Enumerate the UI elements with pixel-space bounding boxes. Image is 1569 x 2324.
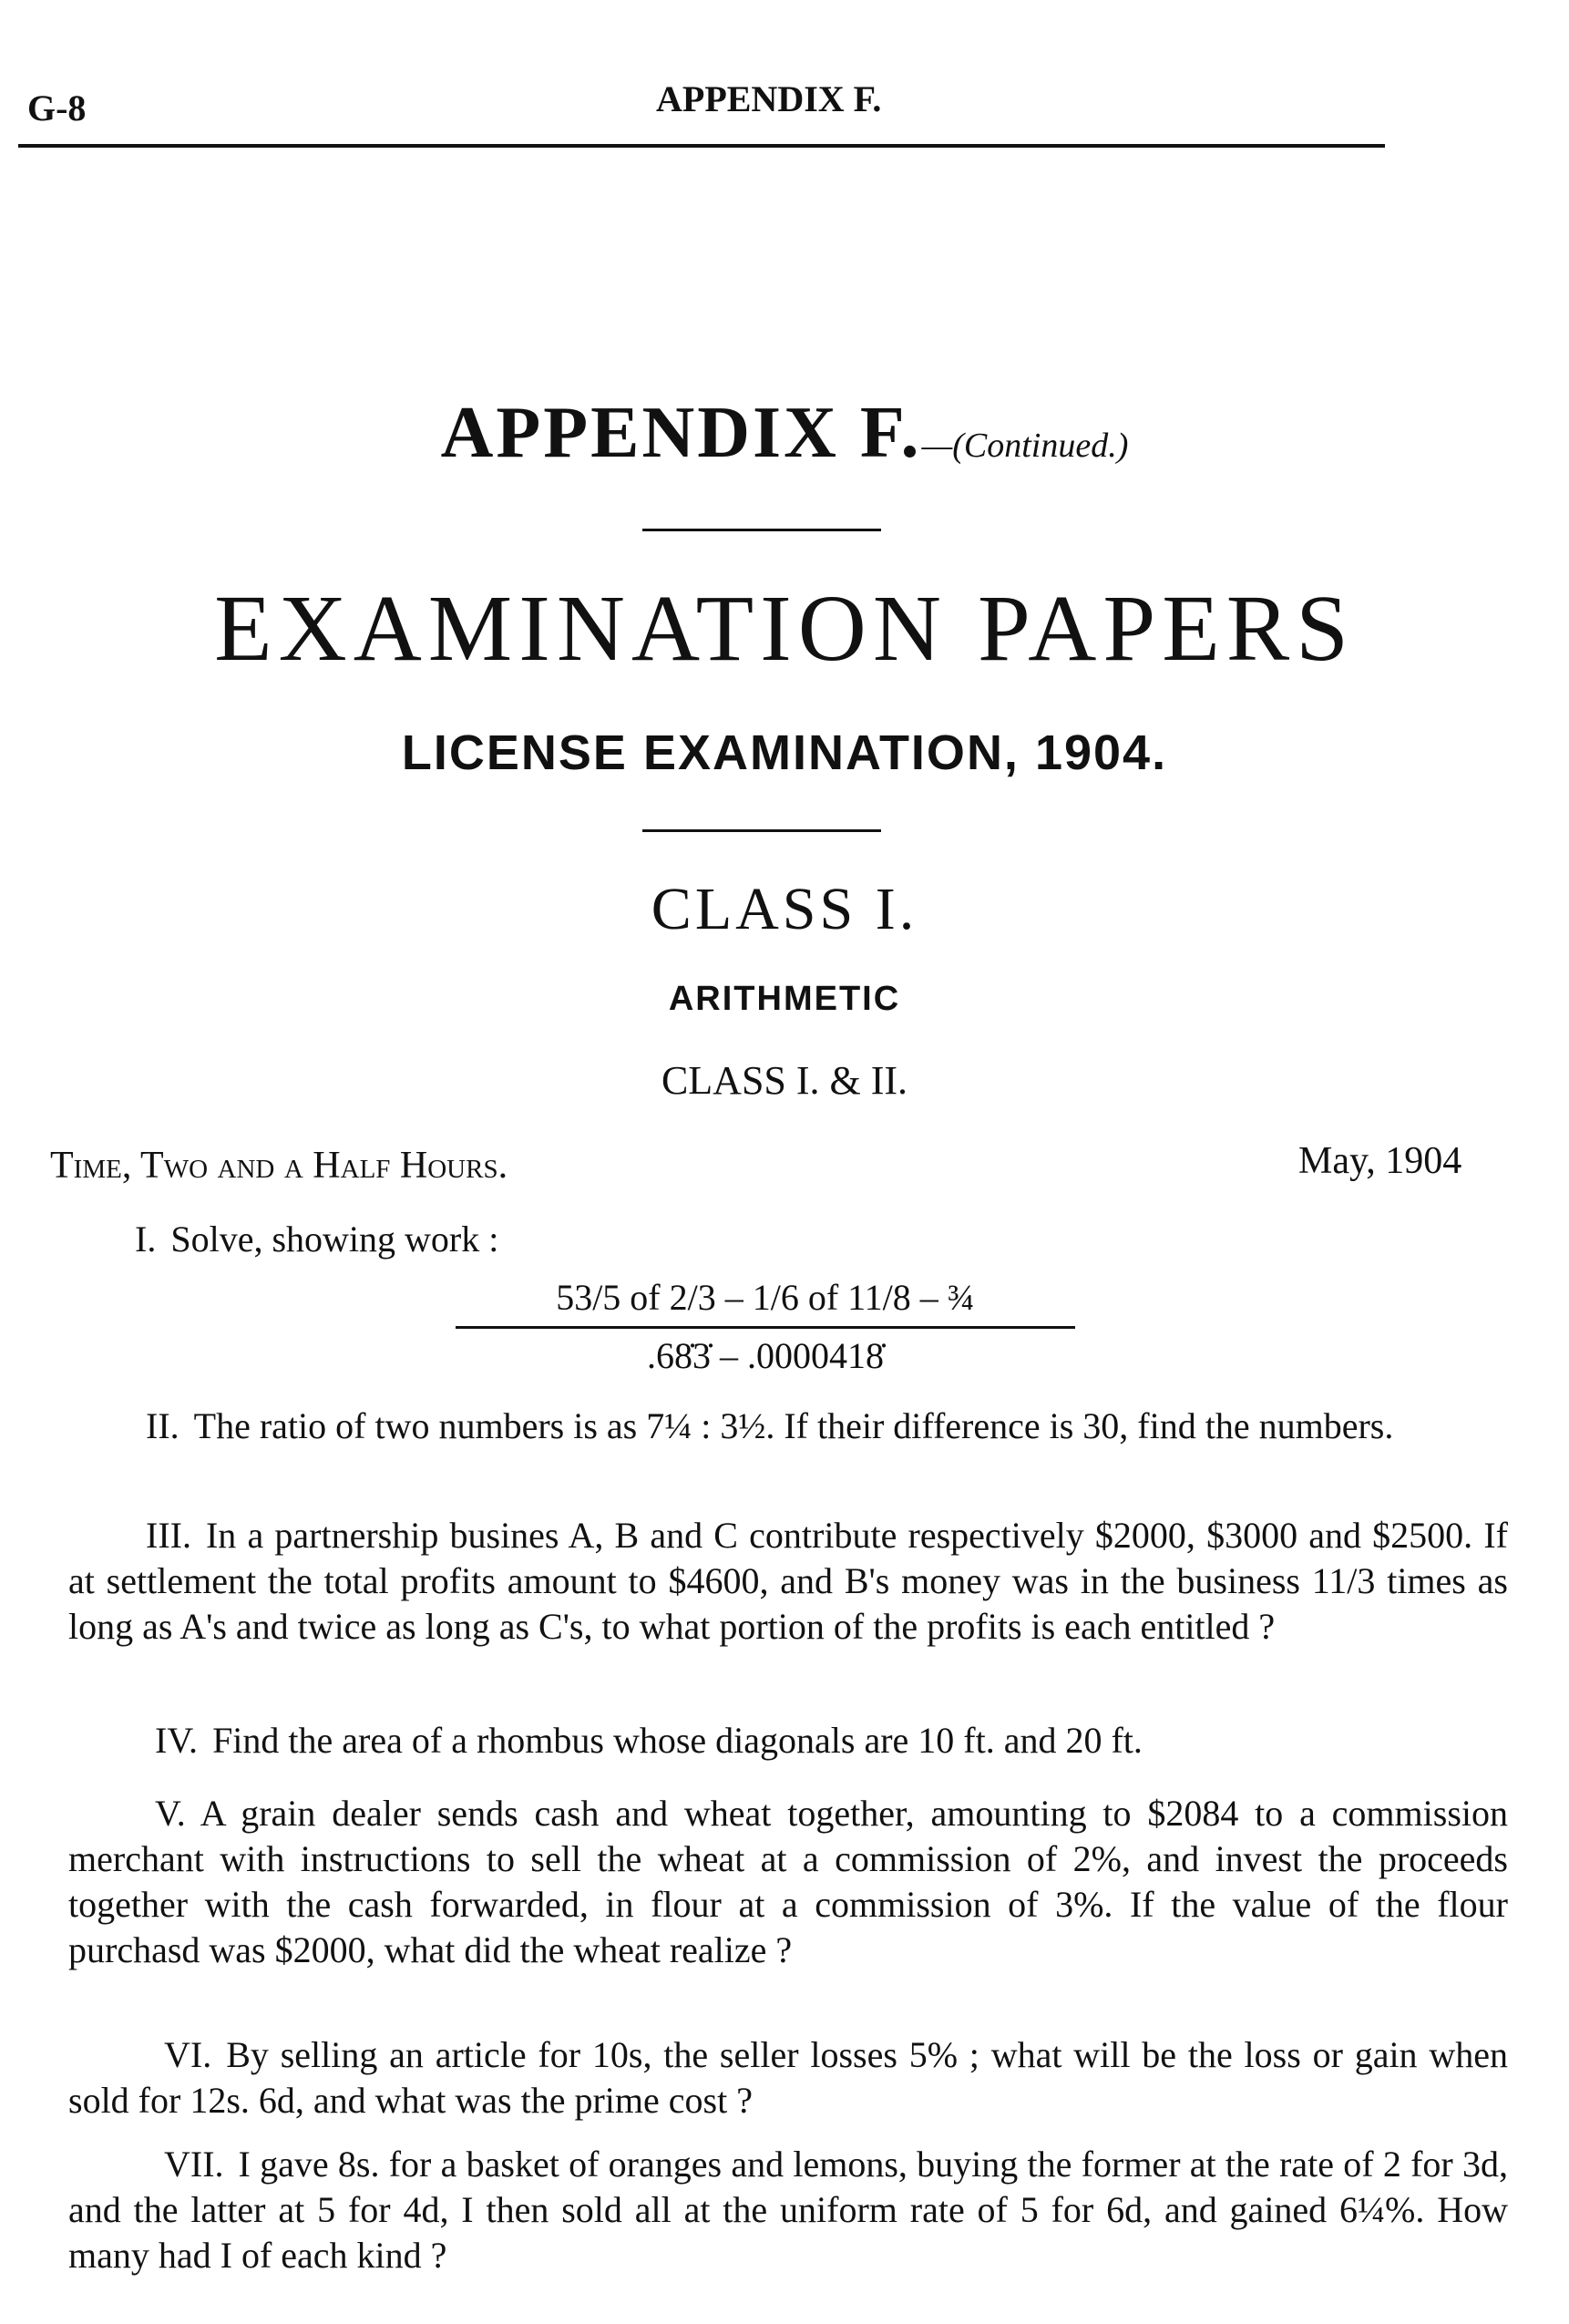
continued-label: —(Continued.) bbox=[921, 427, 1129, 465]
classes-heading: CLASS I. & II. bbox=[661, 1058, 908, 1103]
running-title: APPENDIX F. bbox=[656, 78, 882, 119]
subtitle: LICENSE EXAMINATION, 1904. bbox=[401, 725, 1168, 780]
question-3 bbox=[68, 1513, 1508, 1650]
question-7 bbox=[68, 2142, 1508, 2278]
question-text: A grain dealer sends cash and wheat together, amounting to $2084 to a commission merchant with instructions to sell the wheat at a commission of 2%, and invest the proceeds together with the cash forwarded, in flour at a commission of 3%. If the value of the flour purchasd was $2000, what did the wheat realize ? bbox=[68, 1793, 1508, 1970]
question-5 bbox=[68, 1791, 1508, 1973]
question-number: IV. bbox=[155, 1720, 199, 1761]
question-text: Find the area of a rhombus whose diagonals are 10 ft. and 20 ft. bbox=[212, 1720, 1143, 1761]
page-number: G-8 bbox=[27, 87, 87, 129]
subject-heading: ARITHMETIC bbox=[668, 980, 901, 1018]
question-2 bbox=[68, 1404, 1508, 1449]
exam-time: Time, Two and a Half Hours. bbox=[50, 1145, 508, 1187]
question-text: Solve, showing work : bbox=[170, 1219, 499, 1260]
question-number: III. bbox=[146, 1515, 191, 1556]
exam-date: May, 1904 bbox=[1298, 1140, 1462, 1182]
header-rule bbox=[18, 144, 1385, 148]
question-number: VI. bbox=[164, 2034, 212, 2075]
title-rule-2 bbox=[642, 829, 881, 832]
question-number: I. bbox=[135, 1219, 157, 1260]
formula-denominator: .68̇3̇ – .0000418̇ bbox=[647, 1335, 884, 1376]
appendix-heading bbox=[0, 392, 1569, 475]
question-text: The ratio of two numbers is as 7¼ : 3½. If their difference is 30, find the numbers. bbox=[193, 1405, 1394, 1446]
main-title: EXAMINATION PAPERS bbox=[214, 576, 1355, 681]
question-number: II. bbox=[146, 1405, 179, 1446]
title-rule-1 bbox=[642, 529, 881, 531]
question-text: I gave 8s. for a basket of oranges and lemons, buying the former at the rate of 2 for 3d, and the latter at 5 for 4d, I then sold all at the uniform rate of 5 for 6d, and gained 6¼%. How many had I of each kind ? bbox=[68, 2144, 1508, 2276]
question-number: VII. bbox=[164, 2144, 224, 2185]
question-4 bbox=[68, 1718, 1508, 1764]
appendix-title: APPENDIX F. bbox=[440, 393, 922, 473]
question-1 bbox=[135, 1217, 1502, 1262]
question-number: V. bbox=[155, 1793, 186, 1834]
fraction-bar bbox=[456, 1326, 1075, 1329]
formula-fraction bbox=[456, 1276, 1075, 1377]
class-heading: CLASS I. bbox=[651, 876, 918, 942]
formula-numerator: 53/5 of 2/3 – 1/6 of 11/8 – ¾ bbox=[556, 1277, 975, 1318]
question-6 bbox=[68, 2032, 1508, 2123]
question-text: By selling an article for 10s, the seller losses 5% ; what will be the loss or gain when sold for 12s. 6d, and what was the prime cost ? bbox=[68, 2034, 1508, 2121]
question-text: In a partnership busines A, B and C contribute respectively $2000, $3000 and $2500. If at settlement the total profits amount to $4600, and B's money was in the business 11/3 times as long as A's and twice as long as C's, to what portion of the profits is each entitled ? bbox=[68, 1515, 1508, 1647]
